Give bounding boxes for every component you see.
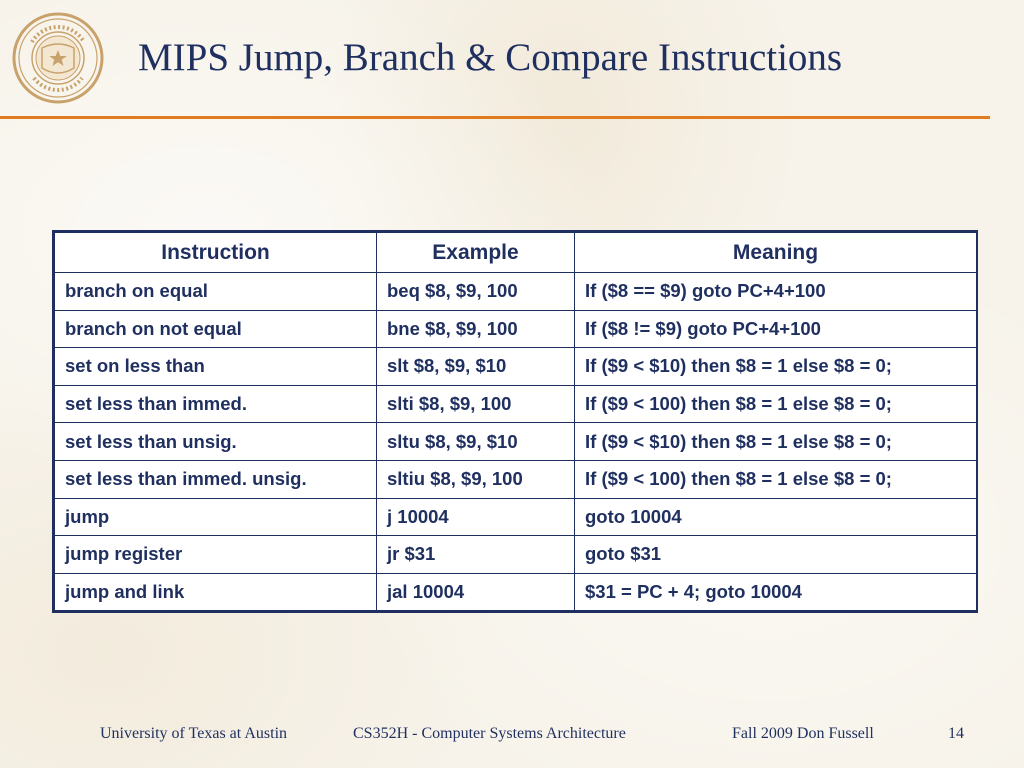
footer-page-number: 14	[948, 725, 964, 742]
cell-example: beq $8, $9, 100	[377, 273, 575, 311]
cell-meaning: If ($9 < $10) then $8 = 1 else $8 = 0;	[575, 348, 977, 386]
footer-term: Fall 2009 Don Fussell	[732, 725, 874, 742]
cell-example: jal 10004	[377, 573, 575, 611]
table-row	[55, 573, 977, 611]
cell-meaning: If ($9 < $10) then $8 = 1 else $8 = 0;	[575, 423, 977, 461]
instruction-table	[52, 230, 978, 613]
cell-instruction: set less than unsig.	[55, 423, 377, 461]
cell-meaning: If ($8 != $9) goto PC+4+100	[575, 310, 977, 348]
cell-meaning: If ($8 == $9) goto PC+4+100	[575, 273, 977, 311]
cell-meaning: If ($9 < 100) then $8 = 1 else $8 = 0;	[575, 460, 977, 498]
table-row	[55, 385, 977, 423]
title-divider	[0, 116, 990, 119]
cell-example: j 10004	[377, 498, 575, 536]
table-row	[55, 348, 977, 386]
cell-example: slti $8, $9, 100	[377, 385, 575, 423]
cell-instruction: set less than immed. unsig.	[55, 460, 377, 498]
cell-instruction: branch on not equal	[55, 310, 377, 348]
table-row	[55, 460, 977, 498]
footer-course: CS352H - Computer Systems Architecture	[353, 725, 626, 742]
cell-meaning: goto $31	[575, 536, 977, 574]
table-row	[55, 498, 977, 536]
cell-example: sltu $8, $9, $10	[377, 423, 575, 461]
cell-instruction: set less than immed.	[55, 385, 377, 423]
cell-instruction: branch on equal	[55, 273, 377, 311]
footer-university: University of Texas at Austin	[100, 725, 288, 742]
table-row	[55, 423, 977, 461]
table-row	[55, 310, 977, 348]
cell-instruction: set on less than	[55, 348, 377, 386]
header-instruction: Instruction	[55, 233, 377, 273]
cell-example: bne $8, $9, 100	[377, 310, 575, 348]
cell-meaning: If ($9 < 100) then $8 = 1 else $8 = 0;	[575, 385, 977, 423]
cell-meaning: $31 = PC + 4; goto 10004	[575, 573, 977, 611]
cell-instruction: jump	[55, 498, 377, 536]
slide-title: MIPS Jump, Branch & Compare Instructions	[138, 36, 843, 79]
cell-example: jr $31	[377, 536, 575, 574]
cell-meaning: goto 10004	[575, 498, 977, 536]
header-meaning: Meaning	[575, 233, 977, 273]
cell-example: sltiu $8, $9, 100	[377, 460, 575, 498]
university-seal-logo	[12, 12, 104, 104]
cell-instruction: jump and link	[55, 573, 377, 611]
instruction-table-grid	[54, 232, 977, 611]
table-row	[55, 273, 977, 311]
header-example: Example	[377, 233, 575, 273]
cell-example: slt $8, $9, $10	[377, 348, 575, 386]
table-header-row	[55, 233, 977, 273]
table-row	[55, 536, 977, 574]
cell-instruction: jump register	[55, 536, 377, 574]
slide-footer	[0, 725, 1024, 747]
